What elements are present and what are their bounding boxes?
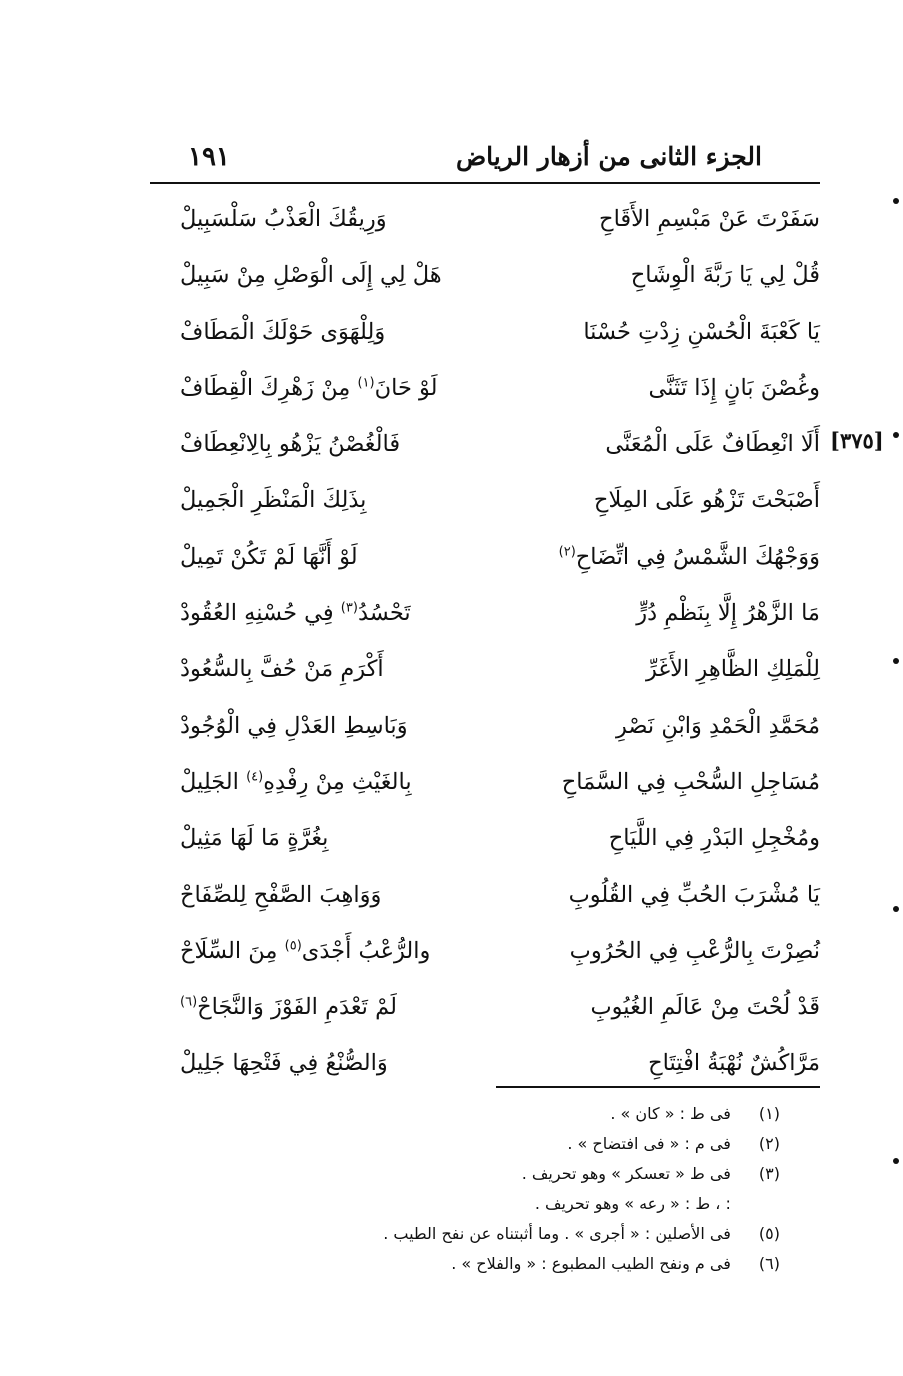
verse-line (150, 200, 820, 256)
second-hemistich (180, 938, 500, 964)
footnote-text: فى ط : « كان » . (610, 1104, 731, 1123)
hemistich-text: وَالصُّنْعُ فِي فَتْحِهَا جَلِيلْ (180, 1050, 388, 1077)
footnote (200, 1104, 780, 1134)
hemistich-text: بِالغَيْثِ مِنْ رِفْدِهِ (263, 768, 412, 795)
hemistich-text: مَا الزَّهْرُ إِلَّا بِنَظْمِ دُرٍّ (636, 600, 820, 627)
hemistich-text: أَلَا انْعِطَافٌ عَلَى الْمُعَنَّى (605, 431, 820, 458)
first-hemistich (500, 713, 820, 739)
hemistich-text: بِذَلِكَ الْمَنْظَرِ الْجَمِيلْ (180, 487, 367, 514)
hemistich-text: الجَلِيلْ (180, 768, 239, 795)
verse-line (150, 876, 820, 932)
hemistich-text: أَكْرَمِ مَنْ حُفَّ بِالسُّعُودْ (180, 656, 384, 683)
verse-line (150, 650, 820, 706)
footnote (200, 1254, 780, 1284)
hemistich-text: وَبَاسِطِ العَدْلِ فِي الْوُجُودْ (180, 712, 408, 739)
footnote-marker: (٢) (558, 544, 576, 560)
margin-dot (893, 198, 899, 204)
footnote-number: (٢) (758, 1134, 780, 1153)
hemistich-text: بِغُرَّةٍ مَا لَهَا مَثِيلْ (180, 825, 329, 852)
hemistich-text: أَصْبَحْتَ تَزْهُو عَلَى المِلَاحِ (593, 487, 820, 514)
hemistich-text: مِنْ زَهْرِكَ الْقِطَافْ (180, 374, 351, 401)
hemistich-text: لَوْ حَانَ (374, 374, 438, 401)
second-hemistich (180, 487, 500, 513)
first-hemistich (500, 544, 820, 570)
verse-line (150, 425, 820, 481)
hemistich-text: وَوَجْهُكَ الشَّمْسُ فِي اتِّضَاحِ (575, 543, 820, 570)
verse-line (150, 763, 820, 819)
hemistich-text: هَلْ لِي إِلَى الْوَصْلِ مِنْ سَبِيلْ (180, 262, 442, 289)
second-hemistich (180, 769, 500, 795)
footnote-marker: (٦) (180, 994, 198, 1010)
first-hemistich (500, 882, 820, 908)
first-hemistich (500, 825, 820, 851)
hemistich-text: لَمْ تَعْدَمِ الفَوْزَ وَالنَّجَاحْ (197, 994, 397, 1021)
hemistich-text: ومُخْجِلِ البَدْرِ فِي اللَّيَاحِ (608, 825, 820, 852)
first-hemistich (500, 769, 820, 795)
second-hemistich (180, 1050, 500, 1076)
footnote (200, 1194, 780, 1224)
hemistich-text: مُحَمَّدِ الْحَمْدِ وَابْنِ نَصْرِ (616, 712, 820, 739)
footnote-number: (٣) (758, 1164, 780, 1183)
second-hemistich (180, 206, 500, 232)
poem (150, 200, 820, 1101)
hemistich-text: قَدْ لُحْتَ مِنْ عَالَمِ الغُيُوبِ (590, 994, 820, 1021)
verse-line (150, 369, 820, 425)
margin-dot (893, 432, 899, 438)
second-hemistich (180, 319, 500, 345)
footnote (200, 1224, 780, 1254)
footnote (200, 1164, 780, 1194)
hemistich-text: مِنَ السِّلَاحْ (180, 937, 278, 964)
second-hemistich (180, 431, 500, 457)
hemistich-text: وَوَاهِبَ الصَّفْحِ لِلصِّفَاحْ (180, 881, 382, 908)
hemistich-text: فِي حُسْنِهِ العُقُودْ (180, 600, 334, 627)
second-hemistich (180, 882, 500, 908)
footnote-marker: (١) (357, 375, 375, 391)
footnote-text: : ، ط : « رعه » وهو تحريف . (534, 1194, 731, 1213)
hemistich-text: تَحْسُدُ (357, 600, 411, 627)
footnote-marker: (٥) (284, 938, 302, 954)
hemistich-text: مُسَاجِلِ السُّحْبِ فِي السَّمَاحِ (561, 768, 820, 795)
hemistich-text: قُلْ لِي يَا رَبَّةَ الْوِشَاحِ (630, 262, 820, 289)
footnote-number: (١) (758, 1104, 780, 1123)
first-hemistich (500, 1050, 820, 1076)
first-hemistich (500, 487, 820, 513)
first-hemistich (500, 600, 820, 626)
first-hemistich (500, 656, 820, 682)
first-hemistich (500, 262, 820, 288)
verse-line (150, 538, 820, 594)
verse-line (150, 819, 820, 875)
second-hemistich (180, 600, 500, 626)
second-hemistich (180, 994, 500, 1020)
second-hemistich (180, 262, 500, 288)
first-hemistich (500, 206, 820, 232)
hemistich-text: فَالْغُصْنُ يَزْهُو بِالِانْعِطَافْ (180, 431, 401, 458)
margin-dot (893, 1158, 899, 1164)
hemistich-text: لَوْ أَنَّهَا لَمْ تَكُنْ تَمِيلْ (180, 543, 358, 570)
first-hemistich (500, 431, 820, 457)
hemistich-text: وَلِلْهَوَى حَوْلَكَ الْمَطَافْ (180, 318, 386, 345)
hemistich-text: مَرَّاكُشٌ نُهْبَةُ افْتِتَاحِ (648, 1050, 820, 1077)
first-hemistich (500, 994, 820, 1020)
verse-line (150, 313, 820, 369)
second-hemistich (180, 656, 500, 682)
verse-line (150, 932, 820, 988)
second-hemistich (180, 713, 500, 739)
first-hemistich (500, 938, 820, 964)
verse-line (150, 1044, 820, 1100)
second-hemistich (180, 825, 500, 851)
footnote-text: فى م ونفح الطيب المطبوع : « والفلاح » . (451, 1254, 731, 1273)
hemistich-text: لِلْمَلِكِ الظَّاهِرِ الأَغَرِّ (646, 656, 820, 683)
running-title: الجزء الثانى من أزهار الرياض (455, 142, 762, 171)
hemistich-text: نُصِرْتَ بِالرُّعْبِ فِي الحُرُوبِ (569, 937, 820, 964)
hemistich-text: يَا مُشْرَبَ الحُبِّ فِي القُلُوبِ (568, 881, 820, 908)
footnotes (200, 1104, 780, 1284)
footnote-number: (٥) (758, 1224, 780, 1243)
header-rule (150, 182, 820, 184)
footnote (200, 1134, 780, 1164)
footnote-text: فى م : « فى افتضاح » . (567, 1134, 731, 1153)
hemistich-text: وَرِيقُكَ الْعَذْبُ سَلْسَبِيلْ (180, 206, 387, 232)
footnote-marker: (٤) (246, 769, 264, 785)
verse-line (150, 707, 820, 763)
verse-line (150, 594, 820, 650)
hemistich-text: سَفَرْتَ عَنْ مَبْسِمِ الأَقَاحِ (599, 206, 820, 232)
footnote-marker: (٣) (340, 600, 358, 616)
page-number: ١٩١ (188, 142, 230, 172)
second-hemistich (180, 375, 500, 401)
hemistich-text: يَا كَعْبَةَ الْحُسْنِ زِدْتِ حُسْنَا (583, 318, 820, 345)
footnote-text: فى الأصلين : « أجرى » . وما أثبتناه عن نفح الطيب . (383, 1224, 731, 1243)
hemistich-text: والرُّعْبُ أَجْدَى (301, 937, 431, 964)
first-hemistich (500, 319, 820, 345)
verse-line (150, 988, 820, 1044)
page-header (150, 138, 820, 178)
margin-dot (893, 658, 899, 664)
footnote-number: (٦) (758, 1254, 780, 1273)
margin-dot (893, 906, 899, 912)
verse-line (150, 481, 820, 537)
footnote-rule (496, 1086, 820, 1088)
hemistich-text: وغُصْنَ بَانٍ إِذَا تَثَنَّى (648, 374, 820, 401)
verse-line (150, 256, 820, 312)
margin-reference: [٣٧٥] (830, 428, 884, 453)
footnote-text: فى ط « تعسكر » وهو تحريف . (521, 1164, 731, 1183)
first-hemistich (500, 375, 820, 401)
second-hemistich (180, 544, 500, 570)
